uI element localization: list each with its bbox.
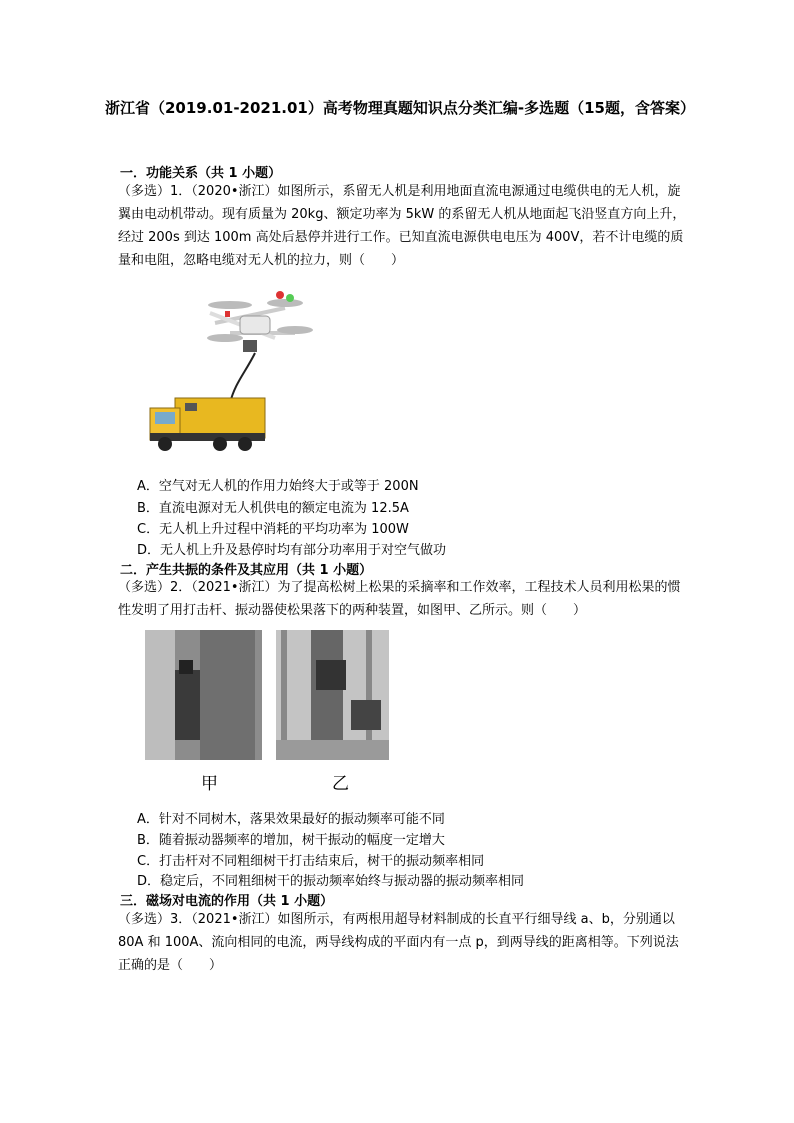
option-b: B．直流电源对无人机供电的额定电流为 12.5A (137, 501, 409, 516)
option-d: D．稳定后，不同粗细树干的振动频率始终与振动器的振动频率相同 (137, 874, 525, 889)
option-a: A．针对不同树木，落果效果最好的振动频率可能不同 (137, 812, 445, 827)
option-a: A．空气对无人机的作用力始终大于或等于 200N (137, 479, 419, 494)
pine-tree-striker-photo (145, 630, 262, 760)
section-heading: 一．功能关系（共 1 小题） (120, 166, 282, 181)
option-c: C．无人机上升过程中消耗的平均功率为 100W (137, 522, 409, 537)
question-3-text: （多选）3．（2021•浙江）如图所示，有两根用超导材料制成的长直平行细导线 a、b，分别通以 80A 和 100A、流向相同的电流，两导线构成的平面内有一点 p，到两导线的距离相等。下列说法正确的是（ ） (118, 912, 679, 973)
figure-caption-jia: 甲 (201, 774, 218, 794)
option-b: B．随着振动器频率的增加，树干振动的幅度一定增大 (137, 833, 445, 848)
section-heading: 二．产生共振的条件及其应用（共 1 小题） (120, 563, 373, 578)
question-text (118, 576, 688, 622)
question-2-text: （多选）2．（2021•浙江）为了提高松树上松果的采摘率和工作效率，工程技术人员利用松果的惯性发明了用打击杆、振动器使松果落下的两种装置，如图甲、乙所示。则（ ） (118, 580, 681, 618)
tethered-drone-truck-image (145, 278, 315, 458)
section-heading: 三．磁场对电流的作用（共 1 小题） (120, 894, 334, 909)
question-1-text: （多选）1．（2020•浙江）如图所示，系留无人机是利用地面直流电源通过电缆供电的无人机，旋翼由电动机带动。现有质量为 20kg、额定功率为 5kW 的系留无人机从地面起飞沿竖直方向上升，经过 200s 到达 100m 高处后悬停并进行工作。已知直流电源供电电压为 400V，若不计电缆的质量和电阻，忽略电缆对无人机的拉力，则（ ） (118, 184, 686, 268)
pine-tree-vibrator-photo (276, 630, 389, 760)
question-text (118, 180, 688, 272)
option-c: C．打击杆对不同粗细树干打击结束后，树干的振动频率相同 (137, 854, 485, 869)
option-d: D．无人机上升及悬停时均有部分功率用于对空气做功 (137, 543, 447, 558)
document-title: 浙江省（2019.01-2021.01）高考物理真题知识点分类汇编-多选题（15题，含答案） (105, 99, 695, 117)
question-text (118, 908, 688, 977)
figure-caption-yi: 乙 (332, 774, 349, 794)
